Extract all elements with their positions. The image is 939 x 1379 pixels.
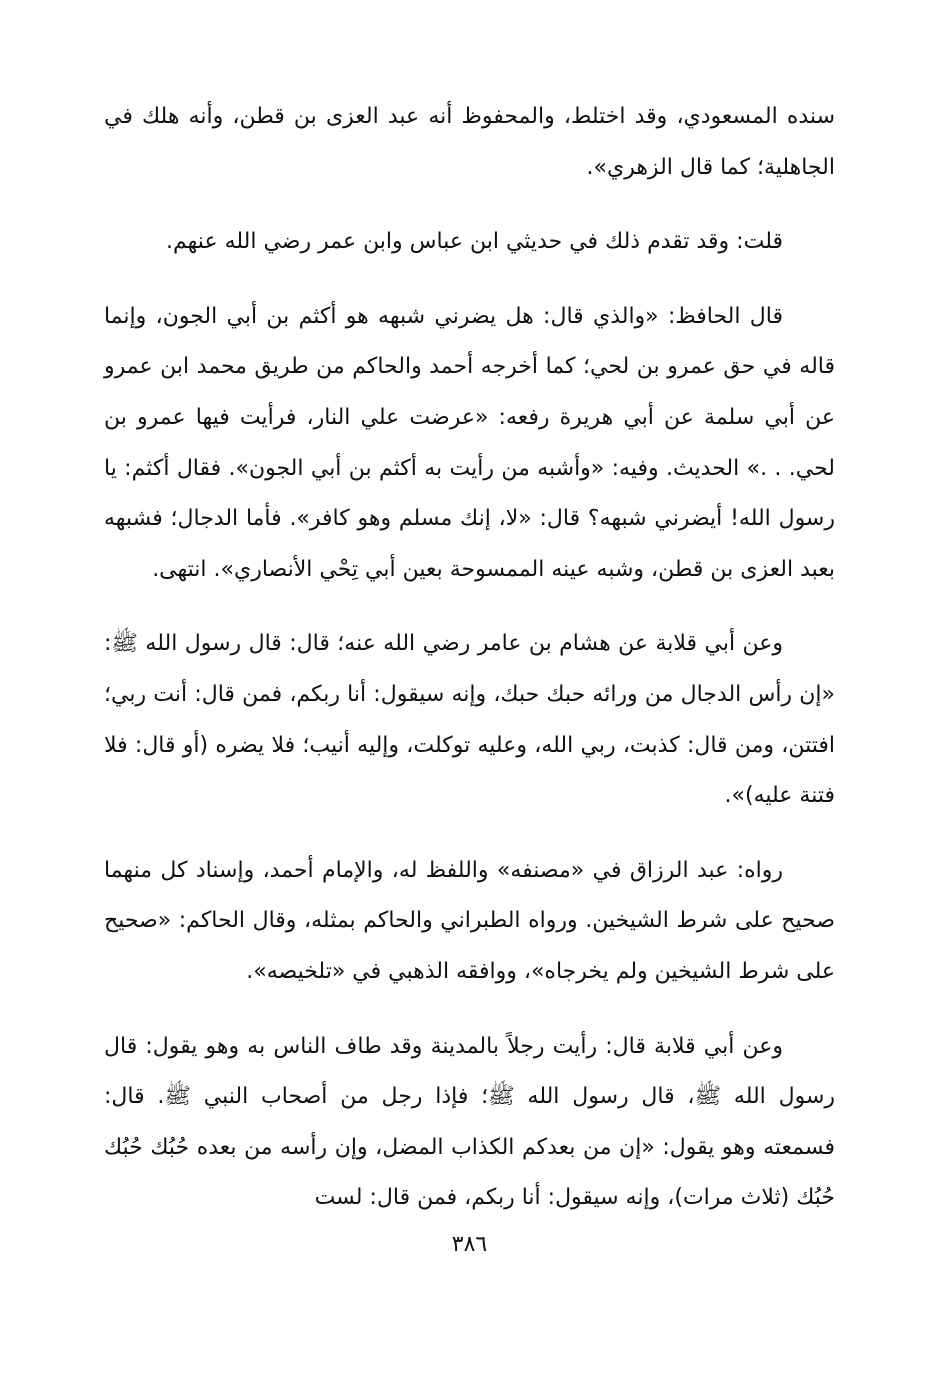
- paragraph-2: قلت: وقد تقدم ذلك في حديثي ابن عباس وابن عمر رضي الله عنهم.: [166, 229, 783, 255]
- paragraph-4: وعن أبي قلابة عن هشام بن عامر رضي الله عنه؛ قال: قال رسول الله ﷺ: «إن رأس الدجال من ورائه حبك حبك، وإنه سيقول: أنا ربكم، فمن قال: أنت ربي؛ افتتن، ومن قال: كذبت، ربي الله، وعليه توكلت، وإليه أنيب؛ فلا يضره (أو قال: فلا فتنة عليه)».: [104, 631, 835, 809]
- paragraph-3: قال الحافظ: «والذي قال: هل يضرني شبهه هو أكثم بن أبي الجون، وإنما قاله في حق عمرو بن لحي؛ كما أخرجه أحمد والحاكم من طريق محمد ابن عمرو عن أبي سلمة عن أبي هريرة رفعه: «عرضت علي النار، فرأيت فيها عمرو بن لحي. . .» الحديث. وفيه: «وأشبه من رأيت به أكثم بن أبي الجون». فقال أكثم: يا رسول الله! أيضرني شبهه؟ قال: «لا، إنك مسلم وهو كافر». فأما الدجال؛ فشبهه بعبد العزى بن قطن، وشبه عينه الممسوحة بعين أبي تِحْي الأنصاري». انتهى.: [104, 303, 835, 582]
- paragraph-5: رواه: عبد الرزاق في «مصنفه» واللفظ له، والإمام أحمد، وإسناد كل منهما صحيح على شرط الشيخين. ورواه الطبراني والحاكم بمثله، وقال الحاكم: «صحيح على شرط الشيخين ولم يخرجاه»، ووافقه الذهبي في «تلخيصه».: [104, 857, 835, 984]
- page-body-text: [104, 92, 835, 1224]
- page-number: ٣٨٦: [451, 1232, 488, 1257]
- paragraph-1: سنده المسعودي، وقد اختلط، والمحفوظ أنه عبد العزى بن قطن، وأنه هلك في الجاهلية؛ كما قال الزهري».: [104, 104, 835, 180]
- paragraph-6: وعن أبي قلابة قال: رأيت رجلاً بالمدينة وقد طاف الناس به وهو يقول: قال رسول الله ﷺ، قال رسول الله ﷺ؛ فإذا رجل من أصحاب النبي ﷺ. قال: فسمعته وهو يقول: «إن من بعدكم الكذاب المضل، وإن رأسه من بعده حُبُك حُبُك حُبُك (ثلاث مرات)، وإنه سيقول: أنا ربكم، فمن قال: لست: [104, 1033, 835, 1211]
